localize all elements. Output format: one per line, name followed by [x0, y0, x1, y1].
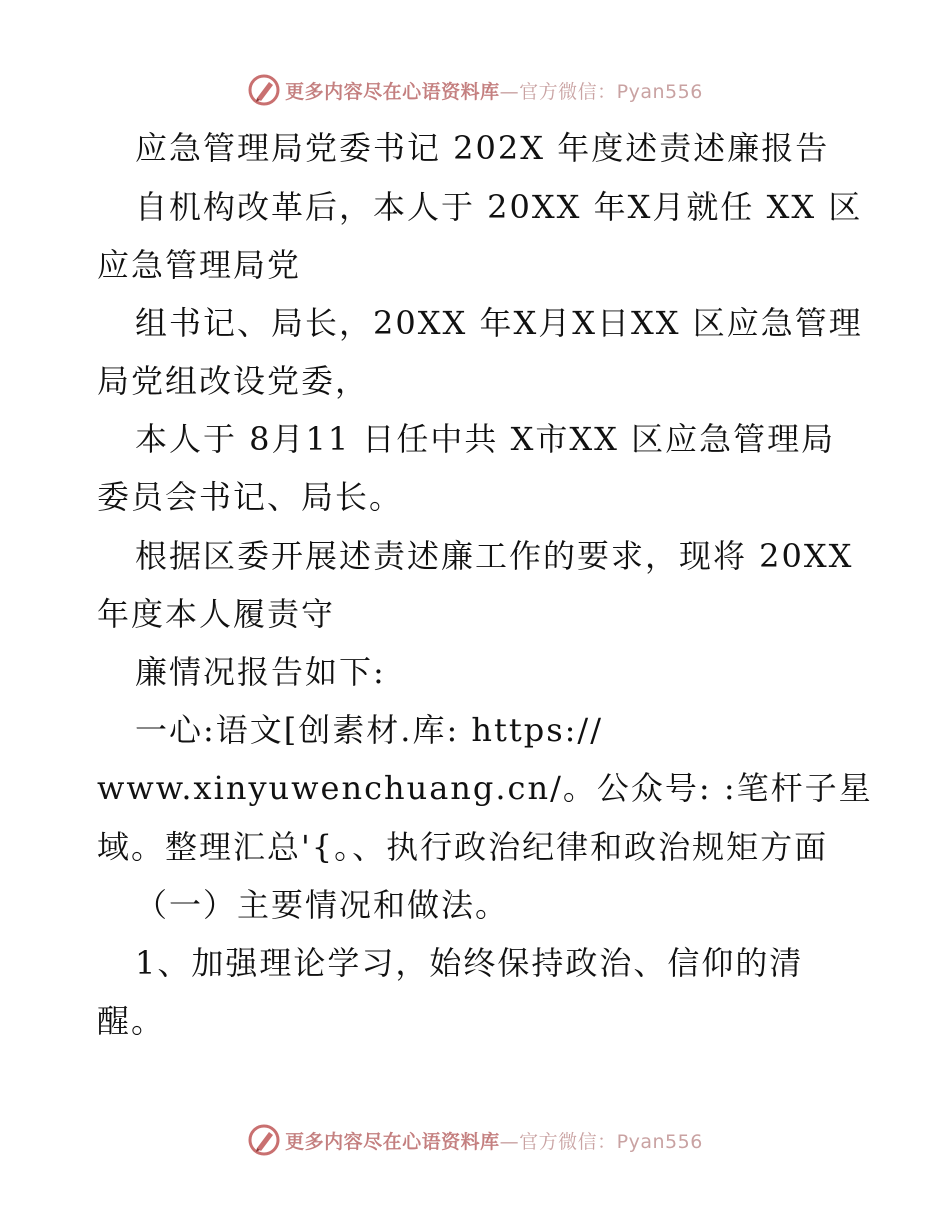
paragraph-line: 委员会书记、局长。	[97, 478, 404, 516]
paragraph-line: 醒。	[97, 1002, 166, 1040]
banner-suffix-text: —官方微信：Pyan556	[499, 1130, 703, 1153]
paragraph-line: www.xinyuwenchuang.cn/。公众号: :笔杆子星	[97, 769, 873, 807]
paragraph-line: 1、加强理论学习，始终保持政治、信仰的清	[135, 944, 804, 982]
paragraph-line: 组书记、局长，20XX 年X月X日XX 区应急管理	[135, 304, 863, 342]
paragraph-line: 根据区委开展述责述廉工作的要求，现将 20XX	[135, 537, 854, 575]
paragraph-line: 局党组改设党委，	[97, 362, 370, 400]
paragraph-line: 自机构改革后，本人于 20XX 年X月就任 XX 区	[135, 188, 863, 226]
paragraph-line: 应急管理局党	[97, 246, 302, 284]
paragraph-line: 廉情况报告如下:	[135, 653, 386, 691]
paragraph-line: 年度本人履责守	[97, 595, 336, 633]
paragraph-line: 本人于 8月11 日任中共 X市XX 区应急管理局	[135, 420, 836, 458]
paragraph-line: 域。整理汇总'{。、执行政治纪律和政治规矩方面	[97, 828, 829, 866]
banner-main-text: 更多内容尽在心语资料库	[285, 1130, 500, 1153]
footer-watermark-banner	[0, 1120, 950, 1160]
section-heading: （一）主要情况和做法。	[135, 886, 510, 924]
banner-text	[285, 1127, 703, 1154]
paragraph-line: 一心:语文[创素材.库: https://	[135, 711, 603, 749]
banner-main-text: 更多内容尽在心语资料库	[285, 80, 500, 103]
pen-logo-icon	[247, 1123, 281, 1157]
document-title: 应急管理局党委书记 202X 年度述责述廉报告	[135, 129, 830, 167]
banner-suffix-text: —官方微信：Pyan556	[499, 80, 703, 103]
